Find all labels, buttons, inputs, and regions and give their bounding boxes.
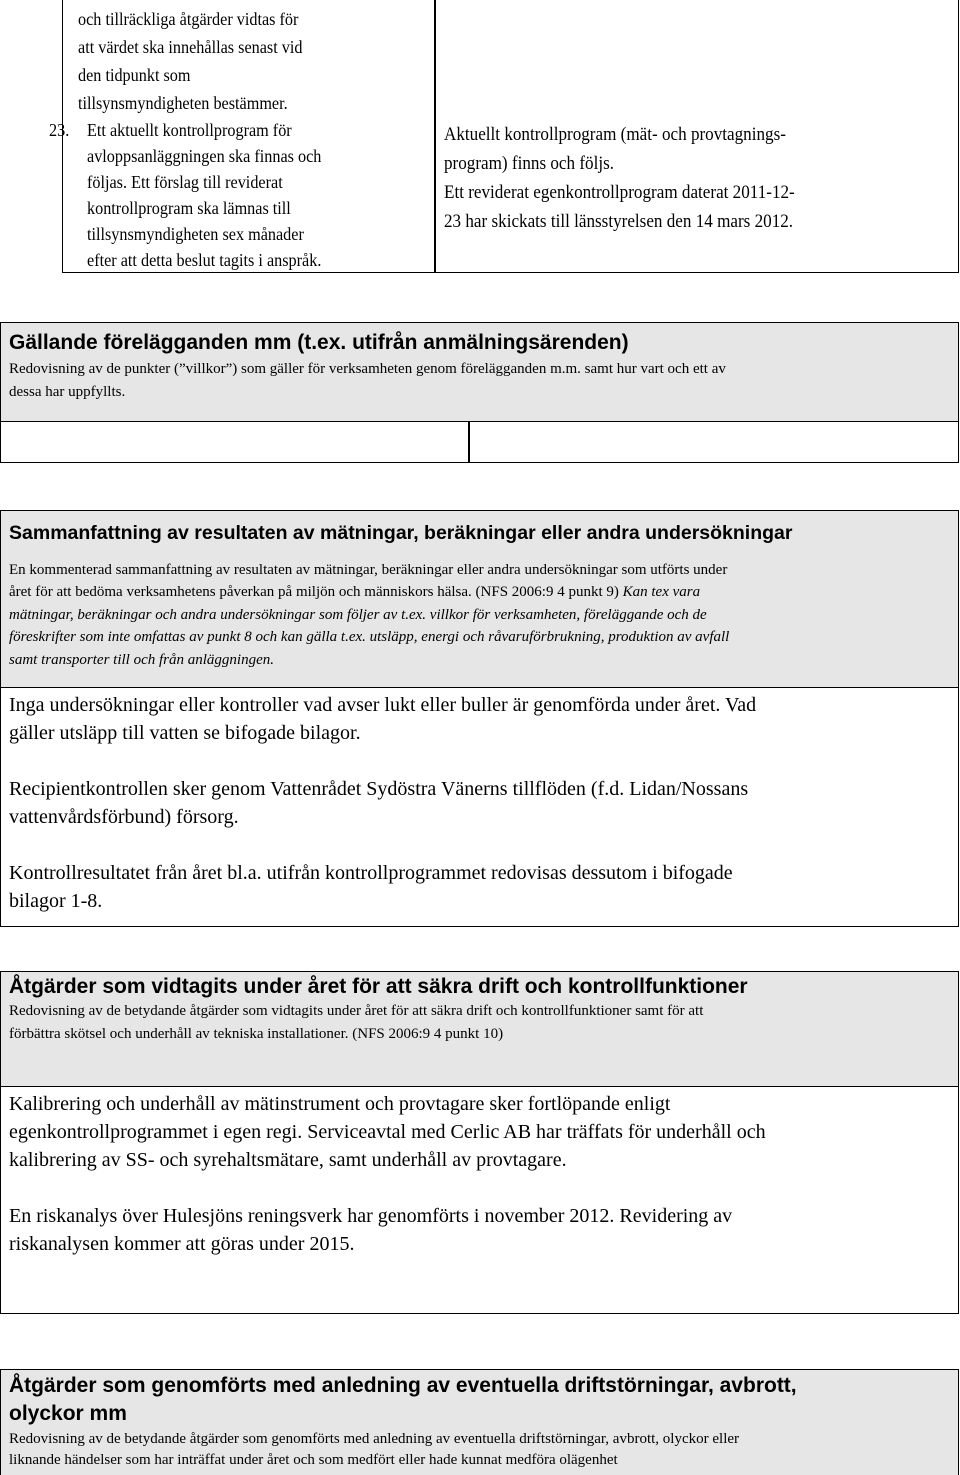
condition-number: 23. — [49, 120, 70, 140]
status-line: program) finns och följs. — [444, 153, 615, 174]
section-description: dessa har uppfyllts. — [9, 384, 126, 400]
section-description — [9, 584, 700, 601]
section-heading: Åtgärder som genomförts med anledning av eventuella driftstörningar, avbrott, — [9, 1374, 797, 1397]
condition-line: avloppsanläggningen ska finnas och — [87, 146, 322, 166]
condition-line: tillsynsmyndigheten bestämmer. — [78, 93, 288, 113]
section-description-italic: mätningar, beräkningar och andra undersökningar som följer av t.ex. villkor för verksamheten, föreläggande och de — [9, 607, 707, 623]
paragraph-line: Kalibrering och underhåll av mätinstrument och provtagare sker fortlöpande enligt — [9, 1093, 671, 1115]
section-description: förbättra skötsel och underhåll av tekniska installationer. (NFS 2006:9 4 punkt 10) — [9, 1026, 504, 1042]
nfs-reference: (NFS 2006:9 4 punkt 9) — [475, 584, 619, 600]
paragraph-line: egenkontrollprogrammet i egen regi. Serviceavtal med Cerlic AB har träffats för underhåll och — [9, 1121, 766, 1143]
condition-line: och tillräckliga åtgärder vidtas för — [78, 9, 299, 29]
condition-line: att värdet ska innehållas senast vid — [78, 37, 303, 57]
paragraph-line: riskanalysen kommer att göras under 2015. — [9, 1233, 355, 1255]
table-column-divider — [434, 0, 436, 273]
section-heading: Åtgärder som vidtagits under året för att säkra drift och kontrollfunktioner — [9, 975, 748, 998]
section-description: Redovisning av de punkter (”villkor”) som gäller för verksamheten genom förelägganden m.m. samt hur vart och ett av — [9, 361, 726, 377]
paragraph — [9, 775, 756, 831]
section-heading: olyckor mm — [9, 1402, 127, 1425]
paragraph — [9, 859, 756, 915]
condition-text-left — [78, 5, 327, 117]
paragraph-line: vattenvårdsförbund) försorg. — [9, 806, 239, 828]
paragraph — [9, 691, 756, 747]
description-italic: Kan tex vara — [622, 584, 701, 600]
status-line: Aktuellt kontrollprogram (mät- och provtagnings- — [444, 124, 786, 145]
condition-line: kontrollprogram ska lämnas till — [87, 198, 291, 218]
section-heading: Gällande förelägganden mm (t.ex. utifrån anmälningsärenden) — [9, 331, 629, 354]
section-description: liknande händelser som har inträffat under året och som medfört eller hade kunnat medföra olägenhet — [9, 1452, 618, 1468]
sammanfattning-body — [9, 691, 756, 915]
condition-line: följas. Ett förslag till reviderat — [87, 172, 283, 192]
condition-line: efter att detta beslut tagits i anspråk. — [87, 250, 322, 270]
status-line: Ett reviderat egenkontrollprogram daterat 2011-12- — [444, 182, 795, 203]
condition-line: tillsynsmyndigheten sex månader — [87, 224, 304, 244]
condition-23-text — [87, 117, 347, 273]
paragraph — [9, 1090, 766, 1174]
condition-status-text — [444, 120, 834, 236]
atgarder-body — [9, 1090, 766, 1258]
paragraph-line: Kontrollresultatet från året bl.a. utifrån kontrollprogrammet redovisas dessutom i bifogade — [9, 862, 733, 884]
section-description: En kommenterad sammanfattning av resultaten av mätningar, beräkningar eller andra undersökningar som utförts under — [9, 562, 728, 578]
paragraph — [9, 1202, 766, 1258]
section-heading: Sammanfattning av resultaten av mätningar, beräkningar eller andra undersökningar — [9, 522, 793, 544]
section-description: Redovisning av de betydande åtgärder som vidtagits under året för att säkra drift och kontrollfunktioner samt för att — [9, 1003, 704, 1019]
section-description-italic: föreskrifter som inte omfattas av punkt 8 och kan gälla t.ex. utsläpp, energi och råvaruförbrukning, produktion av avfall — [9, 629, 730, 645]
paragraph-line: Recipientkontrollen sker genom Vattenrådet Sydöstra Vänerns tillflöden (f.d. Lidan/Nossans — [9, 778, 749, 800]
condition-line: den tidpunkt som — [78, 65, 191, 85]
status-line: 23 har skickats till länsstyrelsen den 14 mars 2012. — [444, 211, 794, 232]
table-column-divider — [468, 421, 470, 463]
condition-line: Ett aktuellt kontrollprogram för — [87, 120, 292, 140]
paragraph-line: bilagor 1-8. — [9, 890, 103, 912]
paragraph-line: En riskanalys över Hulesjöns reningsverk har genomförts i november 2012. Revidering av — [9, 1205, 733, 1227]
section-description: Redovisning av de betydande åtgärder som genomförts med anledning av eventuella driftstörningar, avbrott, olyckor eller — [9, 1431, 740, 1447]
description-text: året för att bedöma verksamhetens påverkan på miljön och människors hälsa. — [9, 584, 472, 600]
section-description-italic: samt transporter till och från anläggningen. — [9, 652, 275, 668]
forelagganden-table — [0, 421, 959, 463]
paragraph-line: kalibrering av SS- och syrehaltsmätare, samt underhåll av provtagare. — [9, 1149, 567, 1171]
paragraph-line: Inga undersökningar eller kontroller vad avser lukt eller buller är genomförda under året. Vad — [9, 694, 757, 716]
paragraph-line: gäller utsläpp till vatten se bifogade bilagor. — [9, 722, 361, 744]
